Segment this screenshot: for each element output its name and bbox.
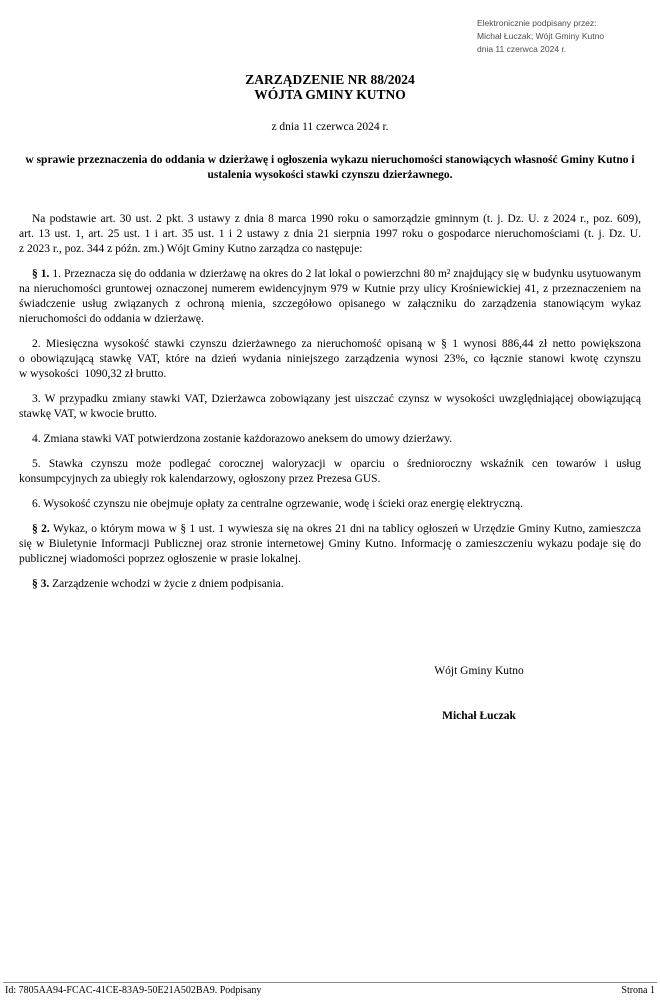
signature-block bbox=[349, 664, 609, 724]
page-footer bbox=[3, 982, 657, 997]
paragraph-par3 bbox=[19, 577, 641, 592]
paragraph-text: Wykaz, o którym mowa w § 1 ust. 1 wywiesza się na okres 21 dni na tablicy ogłoszeń w Urzędzie Gminy Kutno, zamieszcza się w Biuletynie Informacji Publicznej oraz stronie internetowej Gminy Kutno. Informację o zamieszczeniu wykazu podaje się do publicznej wiadomości poprzez ogłoszenie w prasie lokalnej. bbox=[19, 523, 641, 565]
paragraph-par1 bbox=[19, 267, 641, 327]
paragraph-prefix: § 2. bbox=[32, 523, 50, 535]
signatory-name: Michał Łuczak bbox=[442, 710, 516, 722]
paragraph-par1-ust4 bbox=[19, 432, 641, 447]
stamp-line-1: Elektronicznie podpisany przez: bbox=[477, 18, 597, 28]
paragraph-text: 1. Przeznacza się do oddania w dzierżawę na okres do 2 lat lokal o powierzchni 80 m² znajdujący się w budynku usytuowanym na nieruchomości gruntowej oznaczonej numerem ewidencyjnym 979 w Kutnie przy ulicy Krośniewickiej 41, z przeznaczeniem na świadczenie usług związanych z ochroną mienia, szczegółowo opisanego w załączniku do zarządzenia stanowiącym wykaz nieruchomości do oddania w dzierżawę. bbox=[19, 268, 642, 325]
document-title bbox=[19, 72, 641, 102]
footer-document-id: Id: 7805AA94-FCAC-41CE-83A9-50E21A502BA9. Podpisany bbox=[5, 985, 262, 996]
paragraph-par1-ust6 bbox=[19, 497, 641, 512]
footer-page-number: Strona 1 bbox=[621, 985, 655, 996]
document-subject: w sprawie przeznaczenia do oddania w dzierżawę i ogłoszenia wykazu nieruchomości stanowiących własność Gminy Kutno i ustalenia wysokości stawki czynszu dzierżawnego. bbox=[25, 154, 635, 181]
paragraph-prefix: § 1. bbox=[32, 268, 50, 280]
paragraph-par1-ust5 bbox=[19, 457, 641, 487]
stamp-line-2: Michał Łuczak; Wójt Gminy Kutno bbox=[477, 31, 605, 41]
paragraph-text: 4. Zmiana stawki VAT potwierdzona zostanie każdorazowo aneksem do umowy dzierżawy. bbox=[32, 433, 453, 445]
paragraph-text: 6. Wysokość czynszu nie obejmuje opłaty za centralne ogrzewanie, wodę i ścieki oraz energię elektryczną. bbox=[32, 498, 523, 510]
paragraph-text: 2. Miesięczna wysokość stawki czynszu dzierżawnego za nieruchomość opisaną w § 1 wynosi 886,44 zł netto powiększona o obowiązującą stawkę VAT, które na dzień wydania niniejszego zarządzenia wynosi 23%, co łącznie stanowi kwotę czynszu w wysokości 1090,32 zł brutto. bbox=[19, 338, 641, 380]
paragraph-text: Zarządzenie wchodzi w życie z dniem podpisania. bbox=[49, 578, 284, 590]
document-date: z dnia 11 czerwca 2024 r. bbox=[271, 121, 389, 133]
paragraph-prefix: § 3. bbox=[32, 578, 50, 590]
paragraph-text: Na podstawie art. 30 ust. 2 pkt. 3 ustawy z dnia 8 marca 1990 roku o samorządzie gminnym (t. j. Dz. U. z 2024 r., poz. 609), art. 13 ust. 1, art. 25 ust. 1 i art. 35 ust. 1 i 2 ustawy z dnia 21 sierpnia 1997 roku o gospodarce nieruchomościami (t. j. Dz. U. z 2023 r., poz. 344 z późn. zm.) Wójt Gminy Kutno zarządza co następuje: bbox=[19, 213, 641, 255]
paragraph-par2 bbox=[19, 522, 641, 567]
stamp-line-3: dnia 11 czerwca 2024 r. bbox=[477, 44, 567, 54]
paragraph-par1-ust3 bbox=[19, 392, 641, 422]
paragraph-text: 5. Stawka czynszu może podlegać corocznej waloryzacji w oparciu o średnioroczny wskaźnik cen towarów i usług konsumpcyjnych za ubiegły rok kalendarzowy, ogłoszony przez Prezesa GUS. bbox=[19, 458, 641, 485]
document-body bbox=[19, 212, 641, 592]
document-title-line-1: ZARZĄDZENIE NR 88/2024 bbox=[245, 72, 415, 87]
paragraph-par1-ust2 bbox=[19, 337, 641, 382]
signatory-role: Wójt Gminy Kutno bbox=[434, 665, 524, 677]
paragraph-text: 3. W przypadku zmiany stawki VAT, Dzierżawca zobowiązany jest uiszczać czynsz w wysokości uwzględniającej obowiązującą stawkę VAT, w kwocie brutto. bbox=[19, 393, 641, 420]
paragraph-preamble bbox=[19, 212, 641, 257]
electronic-signature-stamp bbox=[477, 17, 604, 56]
document-title-line-2: WÓJTA GMINY KUTNO bbox=[254, 87, 406, 102]
